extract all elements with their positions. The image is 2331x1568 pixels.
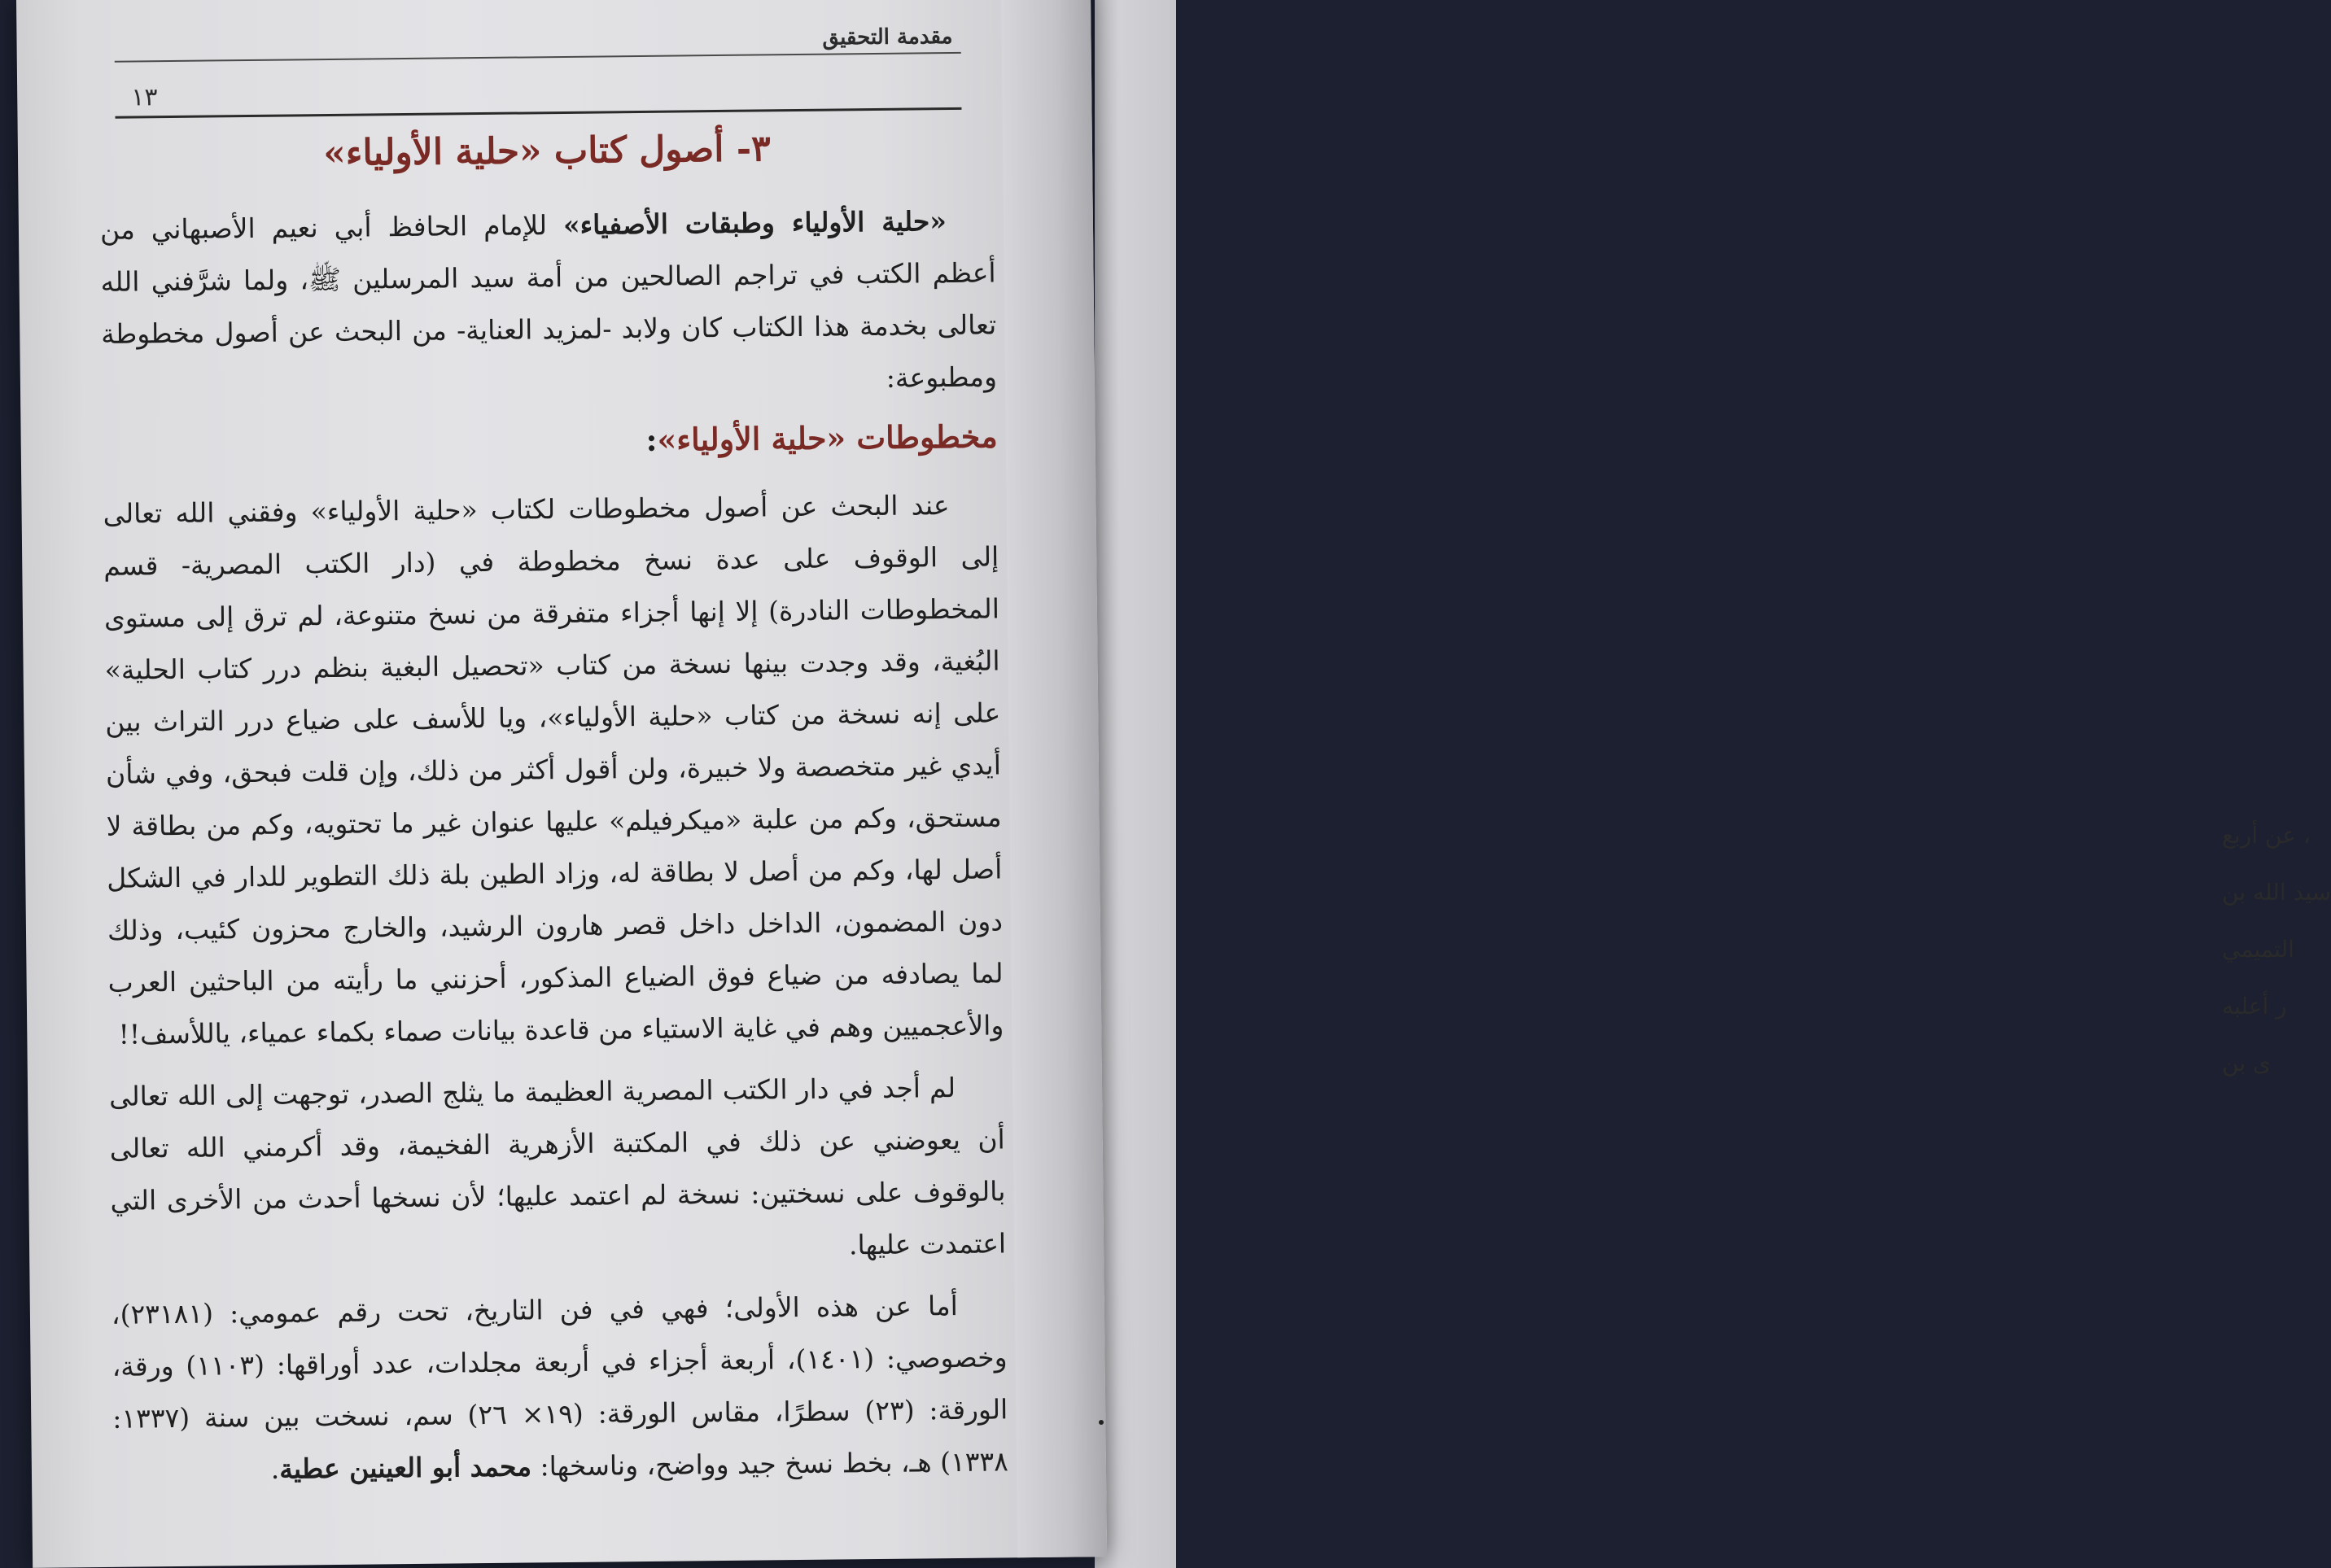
page-number: ١٣ <box>131 83 158 112</box>
intro-text: للإمام الحافظ أبي نعيم الأصبهاني من أعظم الكتب في تراجم الصالحين من أمة سيد المرسلين ﷺ، ولما شرَّفني الله تعالى بخدمة هذا الكتاب كان ولابد -لمزيد العناية- من البحث عن أصول مخطوطة ومطبوعة: <box>99 208 998 394</box>
copyist-name: محمد أبو العينين عطية <box>279 1450 532 1485</box>
paragraph-end: . <box>270 1452 280 1485</box>
adjacent-page-fragment: سيد الله بن <box>2222 879 2331 906</box>
manuscript-description-text: أما عن هذه الأولى؛ فهي في فن التاريخ، تحت رقم عمومي: (٢٣١٨١)، وخصوصي: (١٤٠١)، أربعة أجزاء في أربعة مجلدات، عدد أوراقها: (١١٠٣) ورقة، الورقة: (٢٣) سطرًا، مقاس الورقة: (١٩× ٢٦) سم، نسخت بين سنة (١٣٣٧: ١٣٣٨) هـ، بخط نسخ جيد وواضح، وناسخها: <box>111 1289 1009 1483</box>
book-page <box>16 0 1107 1568</box>
page-body <box>99 111 1009 1506</box>
intro-paragraph <box>100 194 998 413</box>
book-title: «حلية الأولياء وطبقات الأصفياء» <box>562 204 947 241</box>
adjacent-page <box>1095 0 2331 1568</box>
adjacent-page-fragment: التميمي <box>2222 936 2294 963</box>
adjacent-page-fragment: ى بن <box>2222 1050 2271 1077</box>
running-head: مقدمة التحقيق <box>822 24 953 50</box>
body-paragraph: لم أجد في دار الكتب المصرية العظيمة ما يثلج الصدر، توجهت إلى الله تعالى أن يعوضني عن ذلك في المكتبة الأزهرية الفخيمة، وقد أكرمني الله تعالى بالوقوف على نسختين: نسخة لم اعتمد عليها؛ لأن نسخها أحدث من الأخرى التي اعتمدت عليها. <box>108 1071 1007 1260</box>
header-rule <box>115 52 961 63</box>
adjacent-page-fragment: ، عن أربع <box>2222 822 2311 849</box>
ink-dot <box>1099 1420 1104 1425</box>
page-spine-shadow <box>1001 0 1107 1557</box>
manuscripts-heading-colon: : <box>645 421 658 458</box>
body-paragraph: عند البحث عن أصول مخطوطات لكتاب «حلية الأولياء» وفقني الله تعالى إلى الوقوف على عدة نسخ مخطوطة في (دار الكتب المصرية- قسم المخطوطات النادرة) إلا إنها أجزاء متفرقة من نسخ متنوعة، لم ترق إلى مستوى البُغية، وقد وجدت بينها نسخة من كتاب «تحصيل البغية بنظم درر كتاب الحلية» على إنه نسخة من كتاب «حلية الأولياء»، ويا للأسف على ضياع درر التراث بين أيدي غير متخصصة ولا خبيرة، ولن أقول أكثر من ذلك، وإن قلت فبحق، وفي شأن مستحق، وكم من علبة «ميكرفيلم» عليها عنوان غير ما تحتويه، وكم من بطاقة لا أصل لها، وكم من أصل لا بطاقة له، وزاد الطين بلة ذلك التطوير للدار في الشكل دون المضمون، الداخل داخل قصر هارون الرشيد، والخارج محزون كئيب، وذلك لما يصادفه من ضياع فوق الضياع المذكور، أحزنني ما رأيته من الباحثين العرب والأعجميين وهم في غاية الاستياء من قاعدة بيانات صماء بكماء عمياء، ياللأسف!! <box>103 488 1004 1050</box>
adjacent-page-fragment: ر أعلبه <box>2222 993 2287 1020</box>
manuscripts-heading-text: مخطوطات «حلية الأولياء» <box>657 417 998 458</box>
section-title: ٣- أصول كتاب «حلية الأولياء» <box>322 128 771 175</box>
manuscript-description-paragraph <box>112 1279 1009 1497</box>
manuscripts-heading <box>102 413 998 469</box>
